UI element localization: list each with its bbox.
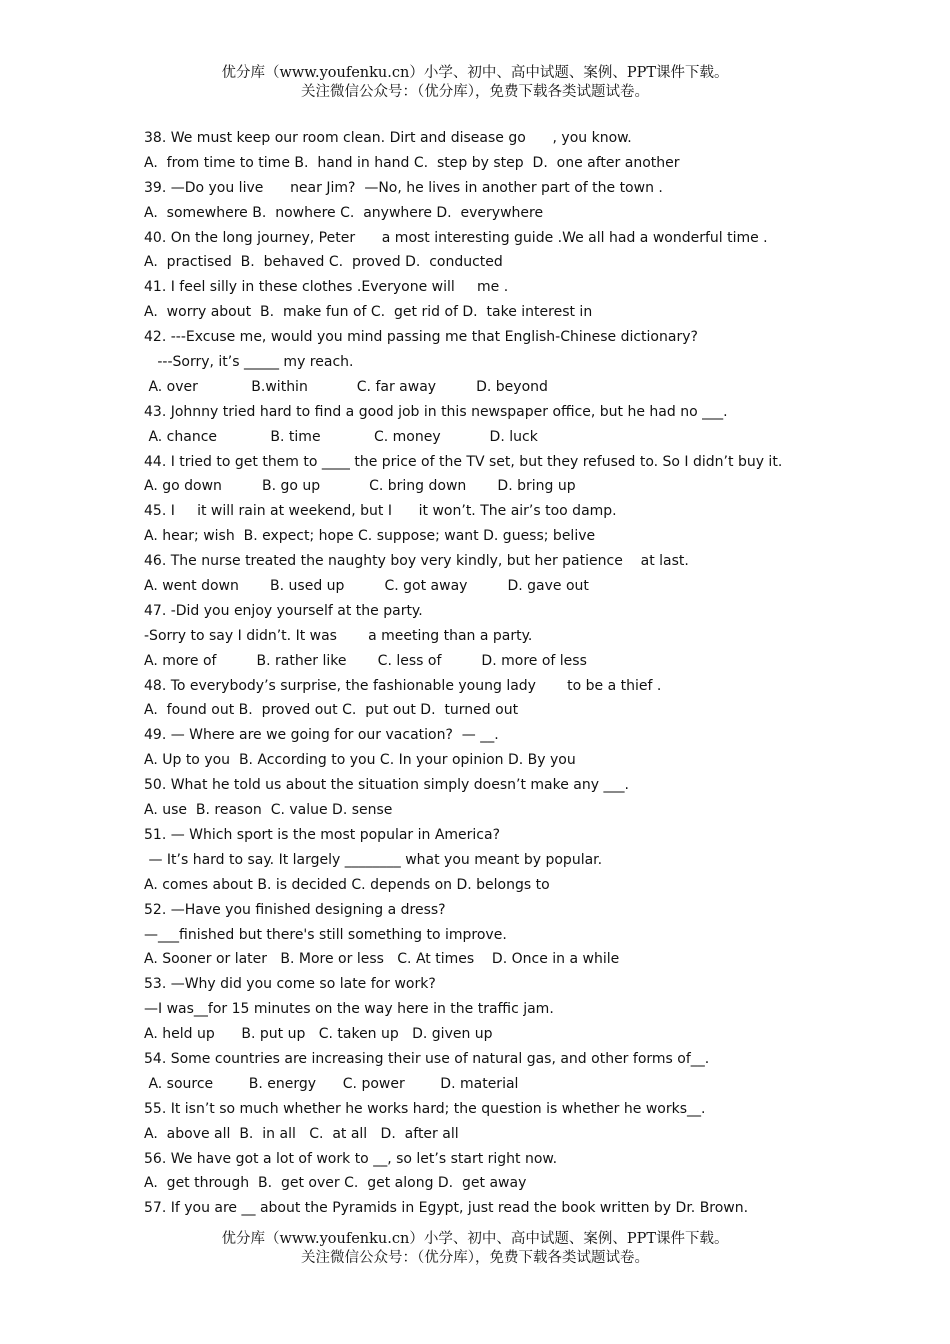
answer-options: A. comes about B. is decided C. depends on D. belongs to (144, 876, 550, 893)
answer-options: ---Sorry, it’s _____ my reach. (144, 354, 354, 371)
answer-options: A. somewhere B. nowhere C. anywhere D. everywhere (144, 204, 544, 221)
question-list (144, 126, 844, 1221)
question-text: 49. — Where are we going for our vacation? — __. (144, 727, 499, 744)
question-text: 47. -Did you enjoy yourself at the party. (144, 602, 423, 619)
answer-options: A. over B.within C. far away D. beyond (144, 378, 548, 395)
question-text: 54. Some countries are increasing their use of natural gas, and other forms of__. (144, 1050, 710, 1067)
answer-options: A. practised B. behaved C. proved D. conducted (144, 254, 503, 271)
answer-options: A. above all B. in all C. at all D. after all (144, 1125, 459, 1142)
question-text: 51. — Which sport is the most popular in America? (144, 826, 501, 843)
question-text: 39. —Do you live near Jim? —No, he lives in another part of the town . (144, 179, 663, 196)
page-header (0, 64, 950, 102)
answer-options: A. source B. energy C. power D. material (144, 1075, 519, 1092)
answer-options: A. more of B. rather like C. less of D. more of less (144, 652, 587, 669)
question-text: 57. If you are __ about the Pyramids in Egypt, just read the book written by Dr. Brown. (144, 1200, 749, 1217)
question-text: 42. ---Excuse me, would you mind passing me that English-Chinese dictionary? (144, 329, 698, 346)
answer-options: -Sorry to say I didn’t. It was a meeting than a party. (144, 627, 533, 644)
answer-options: A. from time to time B. hand in hand C. step by step D. one after another (144, 154, 680, 171)
question-text: 56. We have got a lot of work to __, so let’s start right now. (144, 1150, 558, 1167)
answer-options: A. hear; wish B. expect; hope C. suppose; want D. guess; belive (144, 528, 596, 545)
answer-options: A. held up B. put up C. taken up D. given up (144, 1026, 493, 1043)
question-text: 46. The nurse treated the naughty boy very kindly, but her patience at last. (144, 553, 689, 570)
question-text: 44. I tried to get them to ____ the price of the TV set, but they refused to. So I didn’t buy it. (144, 453, 783, 470)
answer-options: A. Up to you B. According to you C. In your opinion D. By you (144, 752, 576, 769)
header-line-1: 优分库（www.youfenku.cn）小学、初中、高中试题、案例、PPT课件下载。 (221, 65, 729, 81)
answer-options: A. go down B. go up C. bring down D. bring up (144, 478, 576, 495)
answer-options: A. worry about B. make fun of C. get rid of D. take interest in (144, 304, 593, 321)
question-text: 53. —Why did you come so late for work? (144, 976, 436, 993)
question-text: 45. I it will rain at weekend, but I it won’t. The air’s too damp. (144, 503, 617, 520)
answer-options: A. found out B. proved out C. put out D. turned out (144, 702, 519, 719)
answer-options: A. went down B. used up C. got away D. gave out (144, 578, 589, 595)
question-text: 50. What he told us about the situation simply doesn’t make any ___. (144, 777, 629, 794)
header-line-2: 关注微信公众号：（优分库），免费下载各类试题试卷。 (301, 84, 649, 100)
question-text: 41. I feel silly in these clothes .Everyone will me . (144, 279, 509, 296)
answer-options: —___finished but there's still something to improve. (144, 926, 507, 943)
question-text: 52. —Have you finished designing a dress? (144, 901, 446, 918)
answer-options: A. Sooner or later B. More or less C. At times D. Once in a while (144, 951, 620, 968)
footer-line-1: 优分库（www.youfenku.cn）小学、初中、高中试题、案例、PPT课件下载。 (221, 1231, 729, 1247)
footer-line-2: 关注微信公众号：（优分库），免费下载各类试题试卷。 (301, 1250, 649, 1266)
page-footer (0, 1230, 950, 1268)
answer-options: — It’s hard to say. It largely ________ what you meant by popular. (144, 851, 603, 868)
question-text: 55. It isn’t so much whether he works hard; the question is whether he works__. (144, 1100, 706, 1117)
question-text: 48. To everybody’s surprise, the fashionable young lady to be a thief . (144, 677, 662, 694)
question-text: 38. We must keep our room clean. Dirt and disease go , you know. (144, 130, 632, 146)
answer-options: A. get through B. get over C. get along D. get away (144, 1175, 527, 1192)
question-text: 40. On the long journey, Peter a most interesting guide .We all had a wonderful time . (144, 229, 768, 246)
answer-options: —I was__for 15 minutes on the way here in the traffic jam. (144, 1001, 554, 1018)
answer-options: A. chance B. time C. money D. luck (144, 428, 538, 445)
question-text: 43. Johnny tried hard to find a good job in this newspaper office, but he had no ___. (144, 403, 728, 420)
answer-options: A. use B. reason C. value D. sense (144, 802, 393, 819)
